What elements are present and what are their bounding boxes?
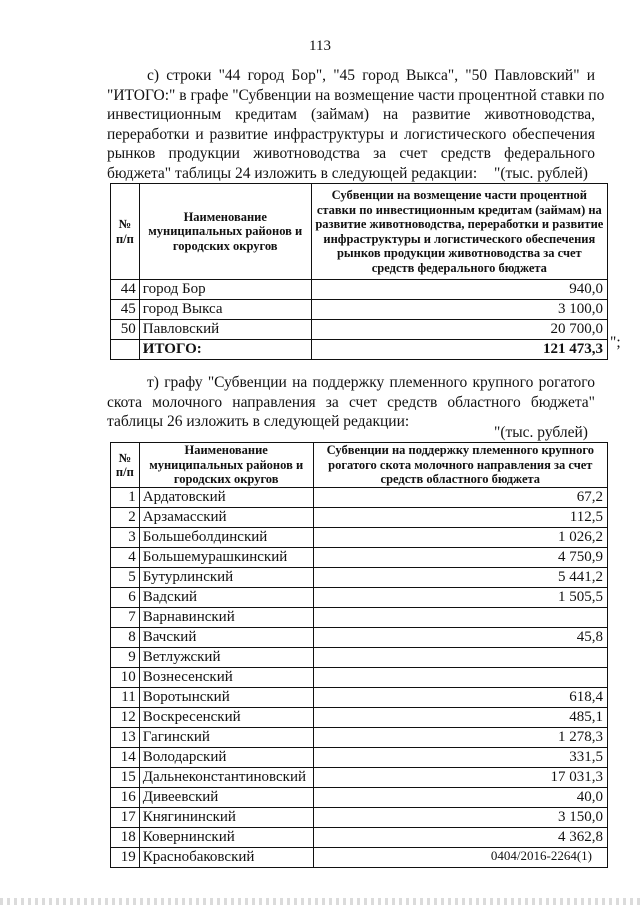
row-num: 8 [111, 628, 140, 648]
table-row [111, 300, 608, 320]
row-name: Ардатовский [139, 488, 313, 508]
row-num: 6 [111, 588, 140, 608]
row-value: 45,8 [313, 628, 607, 648]
row-name: Большеболдинский [139, 528, 313, 548]
paragraph-line: инвестиционным кредитам (займам) на развитие животноводства, [107, 106, 595, 123]
table-row [111, 320, 608, 340]
row-name: Краснобаковский [139, 848, 313, 868]
row-value: 1 026,2 [313, 528, 607, 548]
row-name: Вачский [139, 628, 313, 648]
table-row [111, 588, 608, 608]
row-value: 112,5 [313, 508, 607, 528]
row-num: 7 [111, 608, 140, 628]
row-value: 17 031,3 [313, 768, 607, 788]
row-num: 17 [111, 808, 140, 828]
table-row [111, 748, 608, 768]
table-24-excerpt [110, 183, 608, 360]
table-row [111, 528, 608, 548]
row-num: 3 [111, 528, 140, 548]
row-num: 10 [111, 668, 140, 688]
row-value: 485,1 [313, 708, 607, 728]
header-num: № п/п [111, 184, 140, 280]
table-row [111, 608, 608, 628]
unit-label: "(тыс. рублей) [494, 424, 588, 441]
row-value: 331,5 [313, 748, 607, 768]
row-value: 1 278,3 [313, 728, 607, 748]
row-value [313, 668, 607, 688]
row-num: 15 [111, 768, 140, 788]
row-num: 44 [111, 280, 140, 300]
row-value: 4 750,9 [313, 548, 607, 568]
header-value: Субвенции на возмещение части процентной ставки по инвестиционным кредитам (займам) на развитие животноводства, переработки и развитие инфраструктуры и логистического обеспечения рынков продукции животноводства за счет средств федерального бюджета [311, 184, 607, 280]
row-name: Гагинский [139, 728, 313, 748]
row-num: 13 [111, 728, 140, 748]
scan-artifact [0, 898, 640, 905]
row-num: 5 [111, 568, 140, 588]
paragraph-line: рынков продукции животноводства за счет средств федерального [107, 145, 595, 162]
header-value: Субвенции на поддержку племенного крупного рогатого скота молочного направления за счет средств областного бюджета [313, 443, 607, 488]
row-name: Бутурлинский [139, 568, 313, 588]
row-value: 40,0 [313, 788, 607, 808]
row-value: 1 505,5 [313, 588, 607, 608]
table-row [111, 280, 608, 300]
table-row [111, 548, 608, 568]
table-row [111, 728, 608, 748]
table-row [111, 828, 608, 848]
row-value: 20 700,0 [311, 320, 607, 340]
row-num: 14 [111, 748, 140, 768]
row-name: Павловский [139, 320, 311, 340]
table-26-excerpt [110, 442, 608, 868]
row-name: Княгининский [139, 808, 313, 828]
row-value: 3 100,0 [311, 300, 607, 320]
header-name: Наименование муниципальных районов и городских округов [139, 443, 313, 488]
table-row [111, 648, 608, 668]
row-value: 3 150,0 [313, 808, 607, 828]
table-row [111, 688, 608, 708]
row-name: Воскресенский [139, 708, 313, 728]
table-row [111, 568, 608, 588]
row-name: город Выкса [139, 300, 311, 320]
row-value: 940,0 [311, 280, 607, 300]
header-num: № п/п [111, 443, 140, 488]
row-num: 1 [111, 488, 140, 508]
paragraph-line: переработки и развитие инфраструктуры и логистического обеспечения [107, 125, 595, 143]
row-name: Варнавинский [139, 608, 313, 628]
row-value [313, 648, 607, 668]
row-num: 45 [111, 300, 140, 320]
row-name: Дивеевский [139, 788, 313, 808]
row-name: Вознесенский [139, 668, 313, 688]
row-num: 9 [111, 648, 140, 668]
row-name: Дальнеконстантиновский [139, 768, 313, 788]
page-number: 113 [309, 38, 331, 54]
row-name: Воротынский [139, 688, 313, 708]
paragraph-line: бюджета" таблицы 24 изложить в следующей редакции: [107, 164, 478, 182]
row-num: 19 [111, 848, 140, 868]
closing-quote: "; [610, 334, 621, 351]
row-name: Большемурашкинский [139, 548, 313, 568]
row-value [313, 608, 607, 628]
table-row [111, 508, 608, 528]
row-num: 18 [111, 828, 140, 848]
table-row [111, 668, 608, 688]
header-name: Наименование муниципальных районов и городских округов [139, 184, 311, 280]
paragraph-line: "ИТОГО:" в графе "Субвенции на возмещение части процентной ставки по [107, 86, 605, 104]
paragraph-line: с) строки "44 город Бор", "45 город Выкса", "50 Павловский" и [147, 67, 595, 84]
row-value: 5 441,2 [313, 568, 607, 588]
paragraph-line: скота молочного направления за счет средств областного бюджета" [107, 393, 595, 411]
row-name: Володарский [139, 748, 313, 768]
paragraph-line: таблицы 26 изложить в следующей редакции: [107, 413, 410, 430]
total-label: ИТОГО: [139, 340, 311, 360]
unit-label: "(тыс. рублей) [494, 165, 588, 182]
row-name: Вадский [139, 588, 313, 608]
row-name: город Бор [139, 280, 311, 300]
total-row [111, 340, 608, 360]
row-value: 67,2 [313, 488, 607, 508]
table-row [111, 768, 608, 788]
table-row [111, 788, 608, 808]
table-row [111, 488, 608, 508]
total-value: 121 473,3 [311, 340, 607, 360]
paragraph-line: т) графу "Субвенции на поддержку племенного крупного рогатого [147, 374, 595, 391]
table-row [111, 808, 608, 828]
paragraph-t [107, 373, 595, 432]
row-value: 618,4 [313, 688, 607, 708]
row-num: 4 [111, 548, 140, 568]
row-name: Ветлужский [139, 648, 313, 668]
table-row [111, 628, 608, 648]
table-row [111, 708, 608, 728]
document-code: 0404/2016-2264(1) [490, 848, 592, 863]
row-name: Ковернинский [139, 828, 313, 848]
row-num: 16 [111, 788, 140, 808]
row-name: Арзамасский [139, 508, 313, 528]
row-num: 12 [111, 708, 140, 728]
row-num: 2 [111, 508, 140, 528]
row-num: 11 [111, 688, 140, 708]
row-value: 4 362,8 [313, 828, 607, 848]
row-num: 50 [111, 320, 140, 340]
